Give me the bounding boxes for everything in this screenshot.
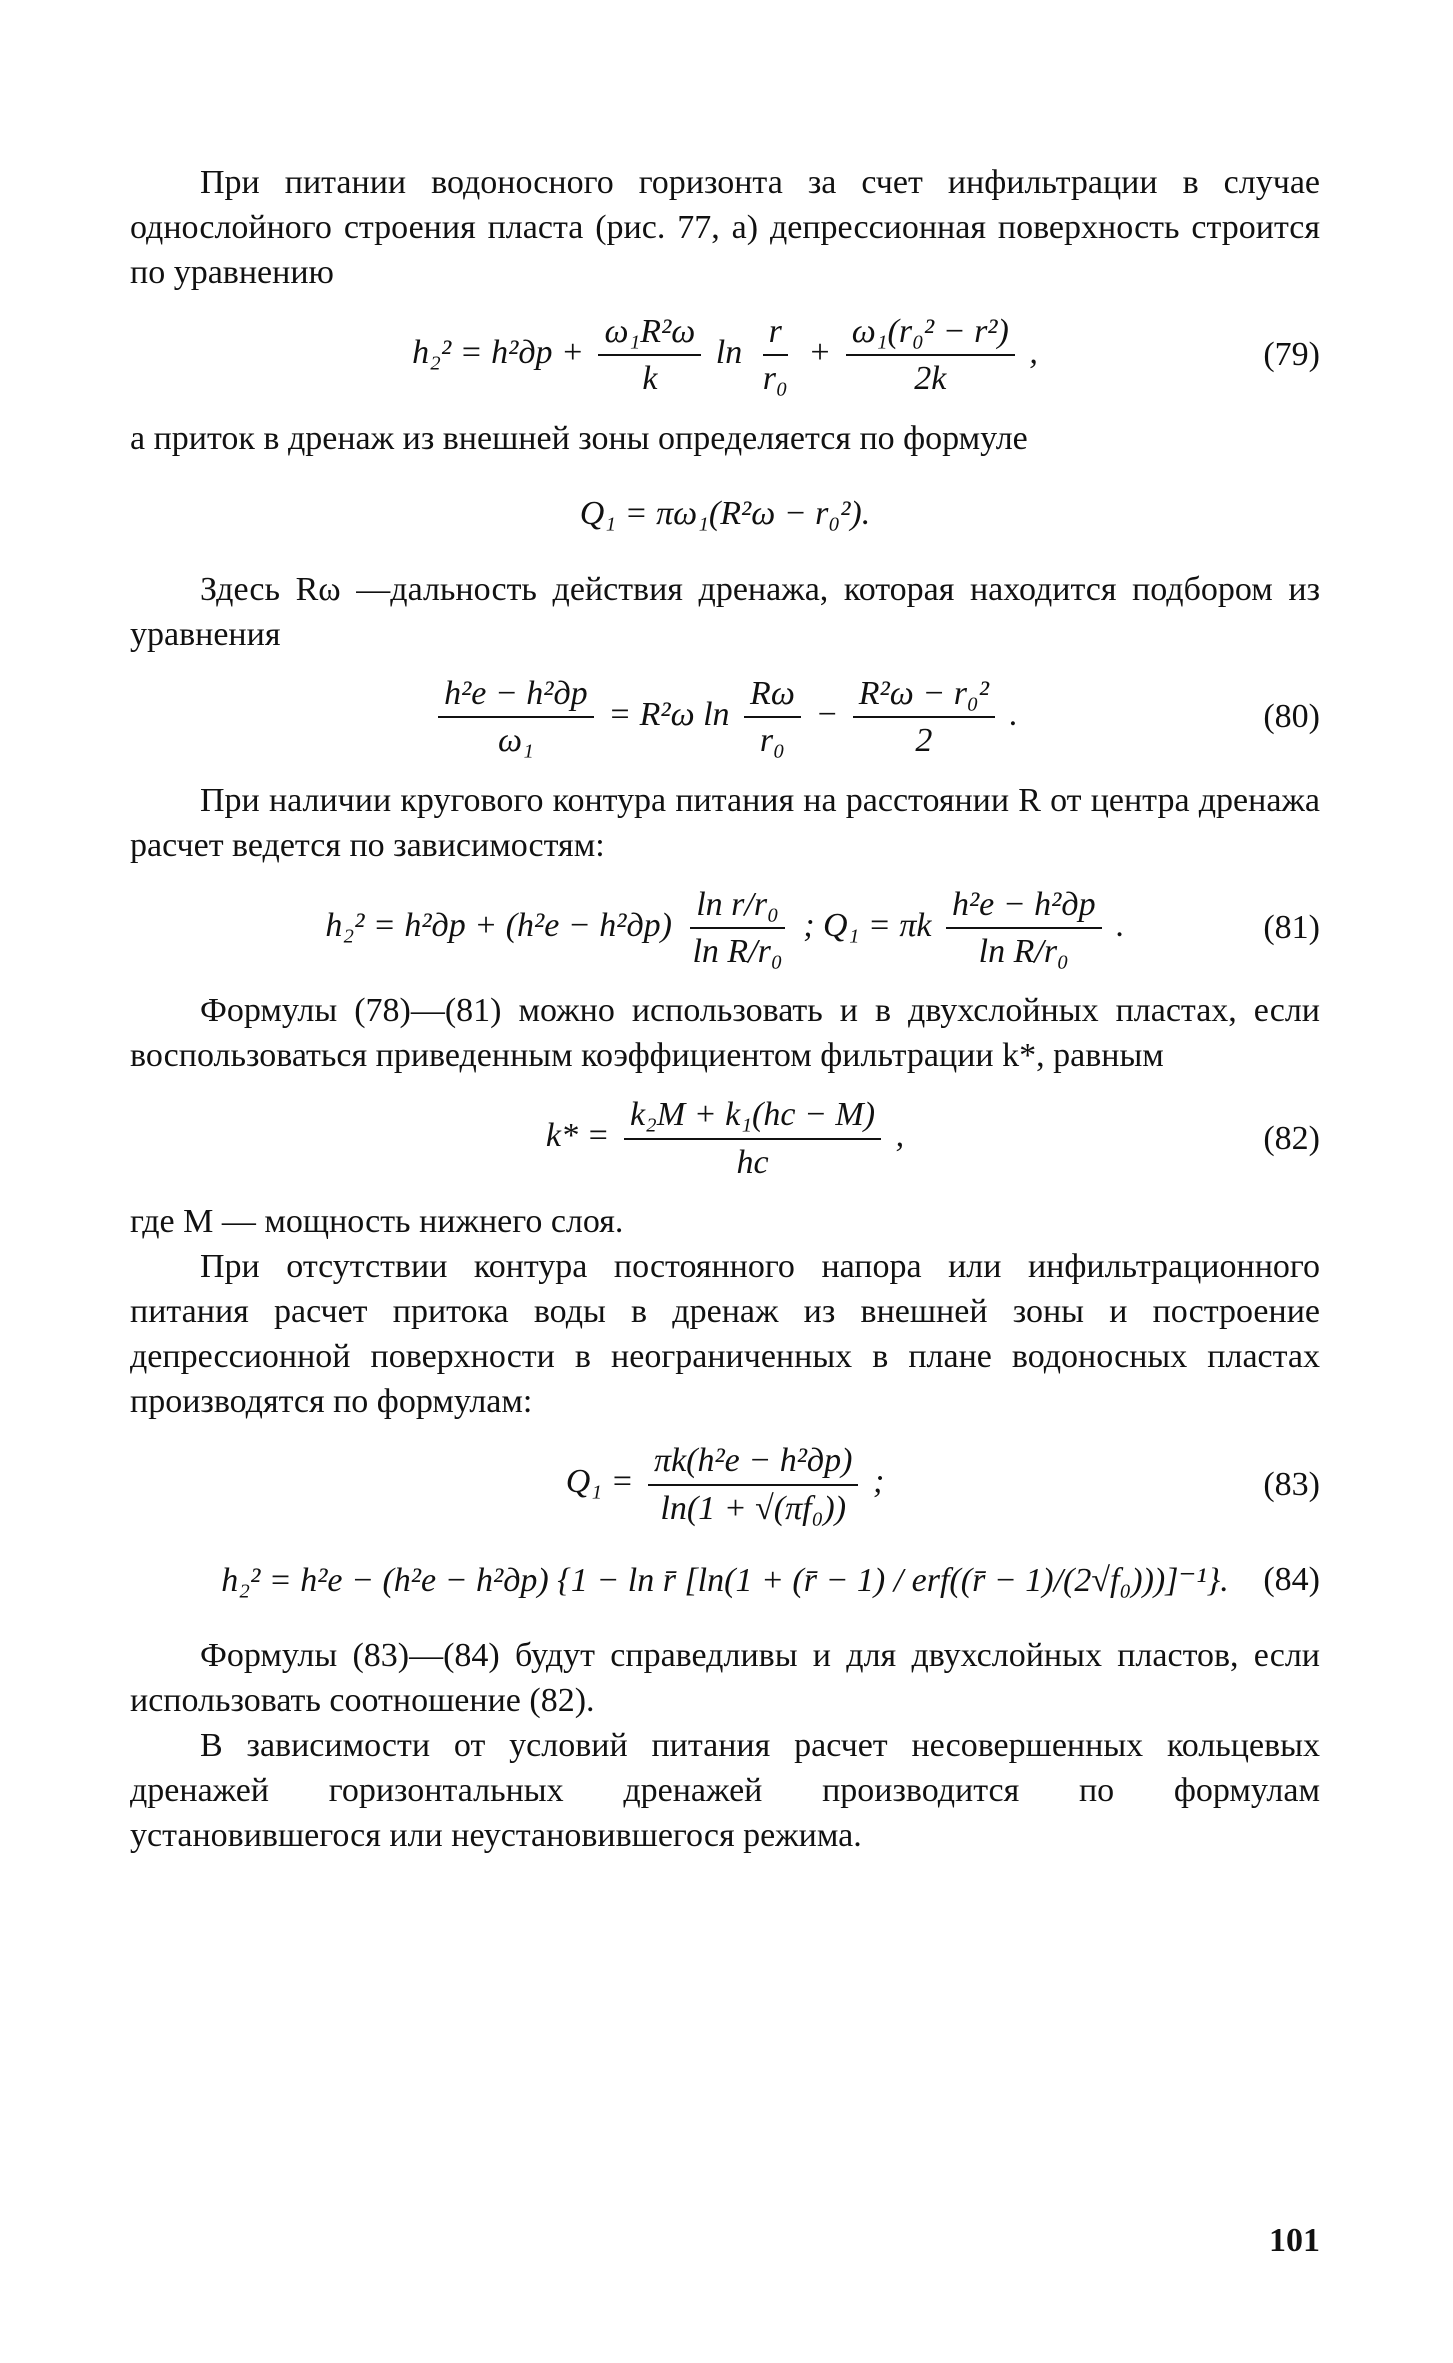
formula-q1-expression: Q₁ = πω₁(R²ω − r₀²). bbox=[579, 494, 871, 532]
formula-79-fraction-1 bbox=[598, 313, 701, 398]
formula-79-tail: , bbox=[1029, 334, 1038, 372]
formula-80-fraction-3 bbox=[853, 675, 995, 760]
formula-83-tail: ; bbox=[872, 1463, 885, 1501]
formula-80-num-3: R²ω − r₀² bbox=[853, 675, 995, 718]
formula-82-lhs: k* = bbox=[545, 1117, 610, 1155]
formula-79-lhs: h₂² = h²др + bbox=[412, 334, 584, 372]
page-number: 101 bbox=[1269, 2222, 1320, 2259]
formula-83-lhs: Q₁ = bbox=[565, 1463, 634, 1501]
paragraph-2: а приток в дренаж из внешней зоны определяется по формуле bbox=[130, 419, 1028, 457]
formula-81-den-1: ln R/r₀ bbox=[692, 932, 783, 970]
formula-83-fraction bbox=[648, 1442, 858, 1527]
formula-79-num-1: ω₁R²ω bbox=[598, 313, 701, 356]
formula-79-den-1: k bbox=[642, 360, 658, 398]
formula-80-den-1: ω₁ bbox=[497, 722, 534, 760]
formula-81-lhs: h₂² = h²др + (h²e − h²др) bbox=[325, 906, 672, 944]
formula-81-den-2: ln R/r₀ bbox=[978, 932, 1069, 970]
formula-80-expression bbox=[432, 675, 1018, 760]
formula-82-numerator: k₂M + k₁(hc − M) bbox=[624, 1096, 881, 1139]
paragraph-8: Формулы (83)—(84) будут справедливы и для двухслойных пластов, если использовать соотношение (82). bbox=[130, 1636, 1320, 1719]
equation-number-84: (84) bbox=[1263, 1560, 1320, 1598]
formula-81-tail: . bbox=[1116, 906, 1125, 944]
paragraph-5: Формулы (78)—(81) можно использовать и в двухслойных пластах, если воспользоваться приведенным коэффициентом фильтрации k*, равным bbox=[130, 992, 1320, 1075]
equation-number-82: (82) bbox=[1263, 1119, 1320, 1157]
formula-79-fraction-2 bbox=[757, 313, 794, 398]
formula-79-fraction-3 bbox=[846, 313, 1015, 398]
formula-80-minus: − bbox=[815, 695, 839, 733]
formula-80-fraction-2 bbox=[744, 675, 801, 760]
formula-81-num-2: h²e − h²др bbox=[946, 886, 1102, 929]
formula-83 bbox=[130, 1442, 1320, 1527]
formula-84-expression: h₂² = h²e − (h²e − h²др) {1 − ln r̄ [ln(1 + (r̄ − 1) / erf((r̄ − 1)/(2√f₀)))]⁻¹}. bbox=[221, 1561, 1229, 1599]
formula-81-fraction-2 bbox=[946, 886, 1102, 971]
formula-82 bbox=[130, 1096, 1320, 1181]
equation-number-81: (81) bbox=[1263, 908, 1320, 946]
formula-81-fraction-1 bbox=[686, 886, 788, 971]
formula-82-tail: , bbox=[895, 1117, 905, 1155]
formula-84 bbox=[130, 1545, 1320, 1615]
formula-80-tail: . bbox=[1009, 695, 1018, 733]
formula-80-den-2: r₀ bbox=[759, 722, 785, 760]
formula-79-num-2: r bbox=[763, 313, 788, 356]
paragraph-7: При отсутствии контура постоянного напора или инфильтрационного питания расчет притока воды в дренаж из внешней зоны и построение депрессионной поверхности в неограниченных в плане водоносных пластах производятся по формулам: bbox=[130, 1248, 1320, 1421]
formula-83-denominator: ln(1 + √(πf₀)) bbox=[660, 1489, 847, 1527]
paragraph-9: В зависимости от условий питания расчет несовершенных кольцевых дренажей горизонтальных дренажей производится по формулам установившегося или неустановившегося режима. bbox=[130, 1726, 1320, 1854]
book-page bbox=[130, 160, 1320, 2340]
formula-82-expression bbox=[546, 1096, 904, 1181]
formula-79-plus: + bbox=[808, 334, 832, 372]
formula-80-num-2: Rω bbox=[744, 675, 801, 718]
formula-80-fraction-1 bbox=[438, 675, 594, 760]
formula-83-expression bbox=[566, 1442, 885, 1527]
formula-81-num-1: ln r/r₀ bbox=[690, 886, 785, 929]
formula-81-expression bbox=[325, 886, 1124, 971]
formula-82-fraction bbox=[624, 1096, 881, 1181]
formula-81 bbox=[130, 886, 1320, 971]
formula-79-den-3: 2k bbox=[914, 360, 947, 398]
paragraph-3: Здесь Rω —дальность действия дренажа, которая находится подбором из уравнения bbox=[130, 570, 1320, 653]
formula-80-num-1: h²e − h²др bbox=[438, 675, 594, 718]
equation-number-79: (79) bbox=[1263, 336, 1320, 374]
formula-83-numerator: πk(h²e − h²др) bbox=[648, 1442, 858, 1485]
formula-q1 bbox=[130, 479, 1320, 549]
formula-79-expression bbox=[412, 313, 1038, 398]
formula-80-den-3: 2 bbox=[915, 722, 933, 760]
formula-80 bbox=[130, 675, 1320, 760]
equation-number-80: (80) bbox=[1263, 698, 1320, 736]
paragraph-4: При наличии кругового контура питания на расстоянии R от центра дренажа расчет ведется по зависимостям: bbox=[130, 781, 1320, 864]
formula-79-ln: ln bbox=[715, 334, 743, 372]
formula-80-middle: = R²ω ln bbox=[608, 695, 730, 733]
formula-81-separator: ; Q₁ = πk bbox=[803, 906, 932, 944]
formula-79-num-3: ω₁(r₀² − r²) bbox=[846, 313, 1015, 356]
formula-82-denominator: hc bbox=[736, 1143, 769, 1181]
paragraph-6: где M — мощность нижнего слоя. bbox=[130, 1203, 624, 1241]
formula-79-den-2: r₀ bbox=[762, 360, 788, 398]
equation-number-83: (83) bbox=[1263, 1465, 1320, 1503]
formula-79 bbox=[130, 313, 1320, 398]
paragraph-1: При питании водоносного горизонта за счет инфильтрации в случае однослойного строения пласта (рис. 77, а) депрессионная поверхность строится по уравнению bbox=[130, 164, 1320, 291]
